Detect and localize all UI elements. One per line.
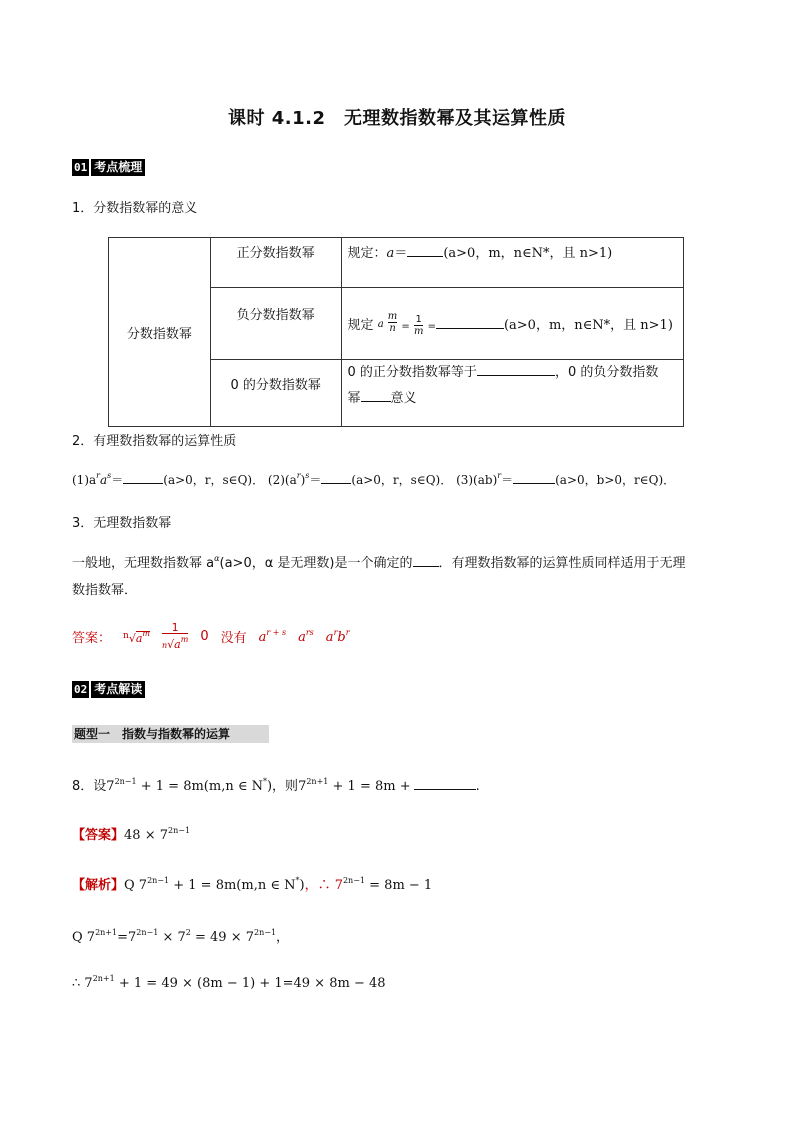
section-header-02: [72, 681, 145, 698]
table-label-positive: 正分数指数幂: [210, 238, 341, 288]
page-title: 课时 4.1.2 无理数指数幂及其运算性质: [227, 108, 566, 129]
section-label: 考点解读: [91, 681, 145, 698]
problem-8: 8．设$7^{2n-1} + 1 = 8m(m,n$ ∈ N*)，则$7^{2n+1} + 1 = 8m$ + .: [72, 777, 480, 794]
section-header-01: [72, 159, 145, 176]
blank-field: [407, 245, 443, 257]
solution-line-2: Q $7^{2n+1}=7^{2n-1} \times 7^2 = 49 \times 7^{2n-1}$，: [72, 928, 290, 945]
table-content-positive: 规定：a＝ (a>0，m，n∈N*，且 n>1): [341, 238, 683, 288]
item-3-heading: 3．无理数指数幂: [72, 516, 172, 531]
answer-line: 答案： $^n√a^m$ $\frac{1}{n√a^m}$ 0 没有 $a^{r + s}$ $a^{rs}$ $a^rb^r$: [72, 621, 350, 651]
paragraph-3-line1: 一般地，无理数指数幂 $a^\alpha(a>0$，α 是无理数)是一个确定的 ．有理数指数幂的运算性质同样适用于无理: [72, 554, 686, 571]
table-content-zero: 0 的正分数指数幂等于 ，0 的负分数指数 幂 意义: [341, 360, 683, 427]
paragraph-3-line2: 数指数幂．: [72, 583, 138, 598]
solution-line-1: 【解析】Q $7^{2n-1} + 1 = 8m(m,n$ ∈ N*)，∴ $7^{2n-1} = 8m - 1$: [72, 876, 433, 893]
table-label-zero: 0 的分数指数幂: [210, 360, 341, 427]
table-row-header: 分数指数幂: [109, 238, 211, 427]
item-2-heading: 2．有理数指数幂的运算性质: [72, 434, 237, 449]
section-label: 考点梳理: [91, 159, 145, 176]
section-number: 02: [74, 683, 88, 696]
section-number: 01: [74, 161, 88, 174]
question-type-bar: 题型一 指数与指数幂的运算: [72, 725, 269, 743]
solution-answer: 【答案】$48 \times 7^{2n-1}$: [72, 826, 191, 843]
item-1-heading: 1．分数指数幂的意义: [72, 201, 198, 216]
fraction-exponent-table: [108, 237, 684, 427]
table-label-negative: 负分数指数幂: [210, 288, 341, 360]
solution-line-3: ∴ $7^{2n+1} + 1 = 49 \times (8m - 1) + 1=49 \times 8m - 48$: [72, 974, 386, 991]
properties-line: $(1)a^ra^s= (a>0$，r，s∈Q)． $(2)(a^r)^s= (a>0$，r，s∈Q)． (3)(ab)$^r$＝ (a>0，b>0，r∈Q)．: [72, 471, 676, 487]
table-content-negative: 规定 a $\frac{m}{n}$ = $\frac{1}{m}$ = (a>0，m，n∈N*，且 n>1): [341, 288, 683, 360]
